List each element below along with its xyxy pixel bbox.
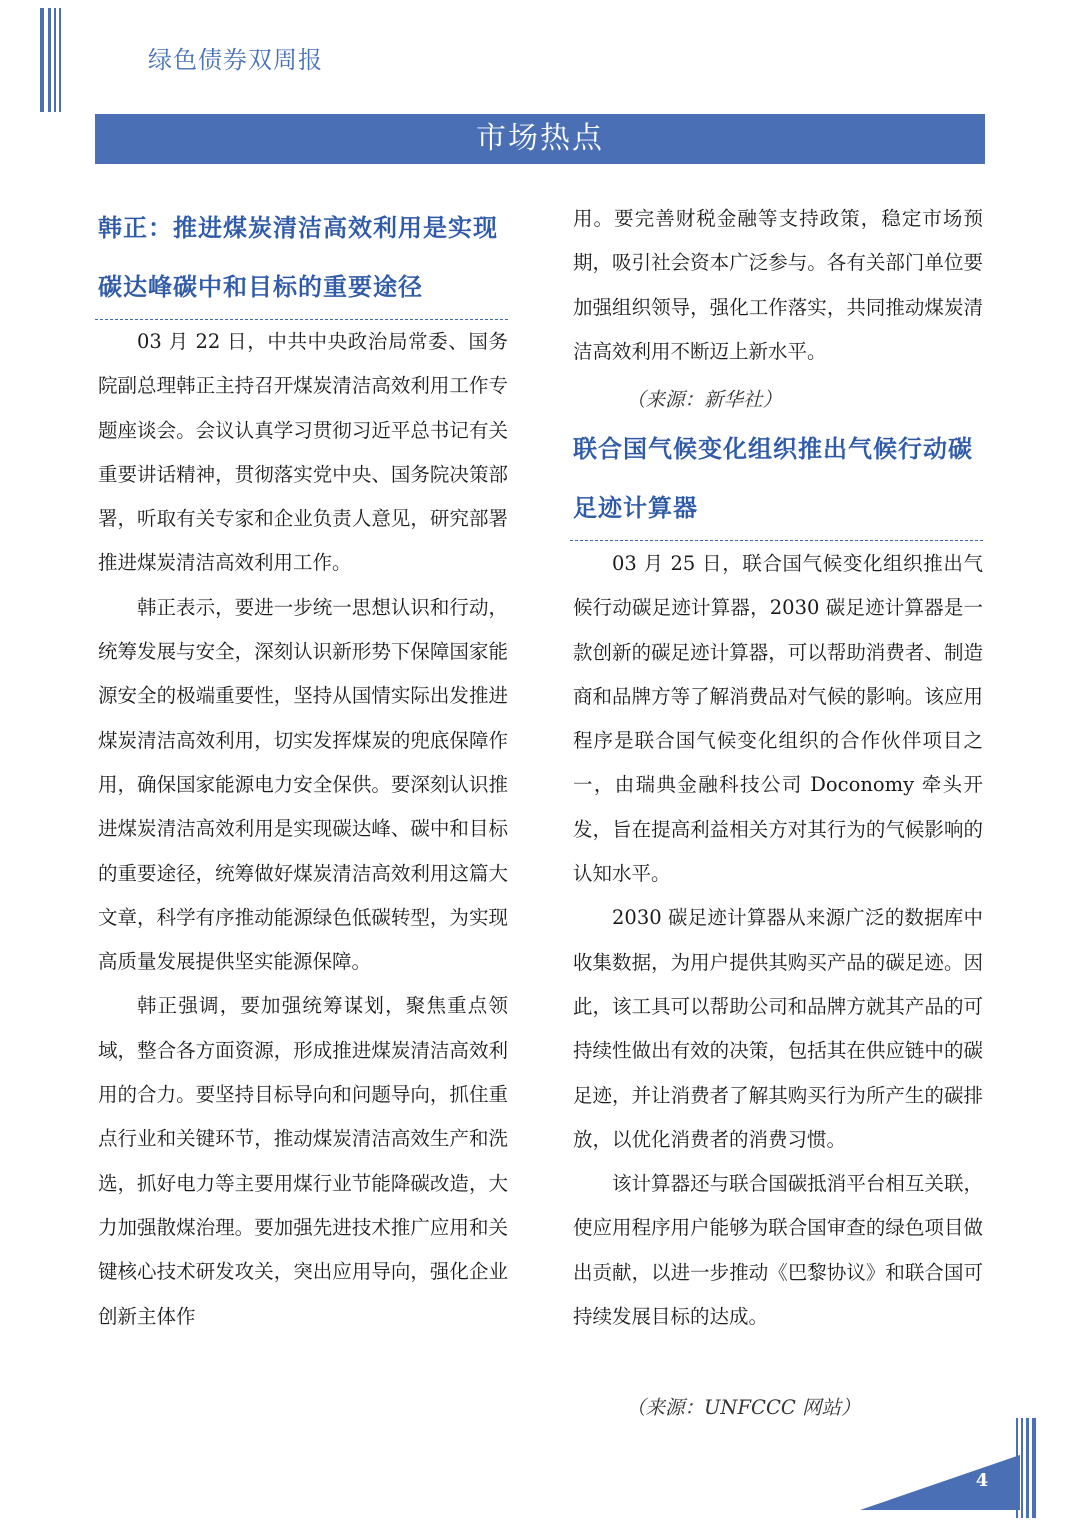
article-1-paragraph: 韩正强调，要加强统筹谋划，聚焦重点领域，整合各方面资源，形成推进煤炭清洁高效利用的合力。要坚持目标导向和问题导向，抓住重点行业和关键环节，推动煤炭清洁高效生产和洗选，抓好电力等主要用煤行业节能降碳改造，大力加强散煤治理。要加强先进技术推广应用和关键核心技术研发攻关，突出应用导向，强化企业创新主体作 xyxy=(98,994,508,1328)
document-title: 绿色债券双周报 xyxy=(148,46,323,74)
article-2-body xyxy=(573,542,983,1339)
article-2-source: （来源：UNFCCC 网站） xyxy=(626,1396,861,1419)
page-number: 4 xyxy=(975,1470,989,1491)
section-banner: 市场热点 xyxy=(95,114,985,164)
article-1-paragraph: 03 月 22 日，中共中央政治局常委、国务院副总理韩正主持召开煤炭清洁高效利用工作专题座谈会。会议认真学习贯彻习近平总书记有关重要讲话精神，贯彻落实党中央、国务院决策部署，听取有关专家和企业负责人意见，研究部署推进煤炭清洁高效利用工作。 xyxy=(98,330,508,575)
article-2-paragraph: 2030 碳足迹计算器从来源广泛的数据库中收集数据，为用户提供其购买产品的碳足迹。因此，该工具可以帮助公司和品牌方就其产品的可持续性做出有效的决策，包括其在供应链中的碳足迹，并让消费者了解其购买行为所产生的碳排放，以优化消费者的消费习惯。 xyxy=(573,906,983,1151)
article-2-title: 联合国气候变化组织推出气候行动碳足迹计算器 xyxy=(573,434,973,522)
article-2-paragraph: 该计算器还与联合国碳抵消平台相互关联，使应用程序用户能够为联合国审查的绿色项目做出贡献，以进一步推动《巴黎协议》和联合国可持续发展目标的达成。 xyxy=(573,1172,983,1329)
page-number-triangle-icon xyxy=(860,1455,1020,1510)
article-1-paragraph: 用。要完善财税金融等支持政策，稳定市场预期，吸引社会资本广泛参与。各有关部门单位要加强组织领导，强化工作落实，共同推动煤炭清洁高效利用不断迈上新水平。 xyxy=(573,207,983,363)
article-2-divider xyxy=(570,540,983,541)
header-decoration-bars xyxy=(40,8,64,112)
article-1-paragraph: 韩正表示，要进一步统一思想认识和行动，统筹发展与安全，深刻认识新形势下保障国家能源安全的极端重要性，坚持从国情实际出发推进煤炭清洁高效利用，切实发挥煤炭的兜底保障作用，确保国家能源电力安全保供。要深刻认识推进煤炭清洁高效利用是实现碳达峰、碳中和目标的重要途径，统筹做好煤炭清洁高效利用这篇大文章，科学有序推动能源绿色低碳转型，为实现高质量发展提供坚实能源保障。 xyxy=(98,595,508,974)
article-1-source: （来源：新华社） xyxy=(626,388,783,411)
article-1-title: 韩正：推进煤炭清洁高效利用是实现碳达峰碳中和目标的重要途径 xyxy=(98,213,498,301)
article-1-body-left xyxy=(98,320,508,1339)
article-1-body-continued xyxy=(573,197,983,374)
article-2-paragraph: 03 月 25 日，联合国气候变化组织推出气候行动碳足迹计算器，2030 碳足迹计算器是一款创新的碳足迹计算器，可以帮助消费者、制造商和品牌方等了解消费品对气候的影响。该应用程序是联合国气候变化组织的合作伙伴项目之一，由瑞典金融科技公司 Doconomy 牵头开发，旨在提高利益相关方对其行为的气候影响的认知水平。 xyxy=(573,552,983,886)
